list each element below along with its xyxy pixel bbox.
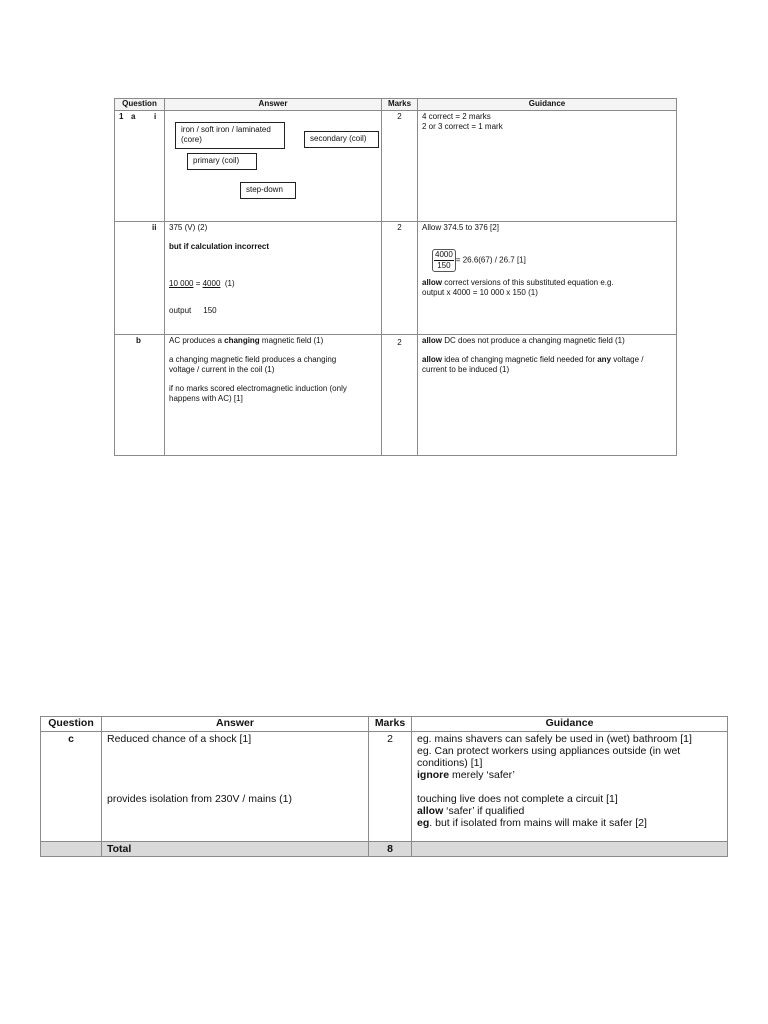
answer-line bbox=[169, 336, 377, 346]
guidance-line bbox=[417, 805, 722, 817]
marks-cell: 2 bbox=[382, 222, 418, 335]
header-row bbox=[41, 717, 728, 732]
header-question: Question bbox=[41, 717, 102, 732]
answer-cell bbox=[165, 222, 382, 335]
answer-line: happens with AC) [1] bbox=[169, 394, 243, 403]
guidance-line: touching live does not complete a circuit [1] bbox=[417, 793, 618, 805]
allow-text: correct versions of this substituted equation e.g. bbox=[442, 278, 614, 287]
bold-text: ignore bbox=[417, 769, 450, 781]
guidance-line: current to be induced (1) bbox=[422, 365, 510, 374]
question-part: b bbox=[136, 336, 141, 345]
question-cell: c bbox=[41, 732, 102, 842]
row-1ai bbox=[115, 111, 677, 222]
guidance-line bbox=[417, 817, 722, 829]
text: merely ‘safer’ bbox=[449, 769, 515, 781]
mark-scheme-table-1 bbox=[114, 98, 677, 456]
row-1b bbox=[115, 335, 677, 456]
guidance-line: 2 or 3 correct = 1 mark bbox=[422, 122, 503, 131]
guidance-cell bbox=[418, 111, 677, 222]
label-box-step-down: step-down bbox=[240, 182, 296, 199]
header-answer: Answer bbox=[102, 717, 369, 732]
guidance-equation bbox=[422, 249, 672, 272]
total-question-cell bbox=[41, 842, 102, 857]
box-core-line2: (core) bbox=[181, 135, 202, 144]
guidance-line: eg. Can protect workers using appliances outside (in wet bbox=[417, 745, 681, 757]
header-question: Question bbox=[115, 99, 165, 111]
header-guidance: Guidance bbox=[412, 717, 728, 732]
bold-text: allow bbox=[422, 355, 443, 364]
answer-equation bbox=[169, 261, 377, 333]
guidance-cell bbox=[418, 222, 677, 335]
marks-cell: 2 bbox=[382, 335, 418, 456]
eq-left-denominator: output bbox=[169, 306, 192, 315]
eq-mark: (1) bbox=[220, 279, 235, 288]
answer-cell bbox=[102, 732, 369, 842]
total-label: Total bbox=[102, 842, 369, 857]
guidance-allow bbox=[422, 278, 672, 288]
marks-cell: 2 bbox=[369, 732, 412, 842]
text: magnetic field (1) bbox=[259, 336, 324, 345]
fraction-numerator: 4000 bbox=[435, 250, 453, 259]
label-box-secondary: secondary (coil) bbox=[304, 131, 379, 148]
bold-text: eg bbox=[417, 817, 430, 829]
fraction-result: = 26.6(67) / 26.7 [1] bbox=[455, 255, 526, 265]
question-subpart: ii bbox=[152, 223, 157, 232]
answer-cell bbox=[165, 111, 382, 222]
guidance-line: eg. mains shavers can safely be used in (wet) bathroom [1] bbox=[417, 733, 692, 745]
allow-keyword: allow bbox=[422, 278, 443, 287]
eq-right-numerator: 4000 bbox=[202, 279, 221, 288]
box-core-line1: iron / soft iron / laminated bbox=[181, 125, 271, 134]
label-box-primary: primary (coil) bbox=[187, 153, 257, 170]
bold-text: allow bbox=[422, 336, 443, 345]
answer-line: provides isolation from 230V / mains (1) bbox=[107, 793, 292, 805]
total-guidance-cell bbox=[412, 842, 728, 857]
answer-line: if no marks scored electromagnetic induction (only bbox=[169, 384, 347, 393]
question-cell bbox=[115, 335, 165, 456]
bold-text: any bbox=[597, 355, 612, 364]
question-part: a bbox=[131, 112, 136, 121]
question-cell bbox=[115, 222, 165, 335]
mark-scheme-table-2 bbox=[40, 716, 728, 857]
guidance-cell bbox=[412, 732, 728, 842]
guidance-cell bbox=[418, 335, 677, 456]
row-c bbox=[41, 732, 728, 842]
text: AC produces a bbox=[169, 336, 225, 345]
guidance-line: conditions) [1] bbox=[417, 757, 483, 769]
header-row bbox=[115, 99, 677, 111]
marks-cell: 2 bbox=[382, 111, 418, 222]
answer-cell bbox=[165, 335, 382, 456]
guidance-line: Allow 374.5 to 376 [2] bbox=[422, 223, 499, 232]
guidance-line: output x 4000 = 10 000 x 150 (1) bbox=[422, 288, 538, 297]
answer-line: 375 (V) (2) bbox=[169, 223, 208, 232]
eq-right-denominator: 150 bbox=[203, 306, 217, 315]
bold-text: allow bbox=[417, 805, 444, 817]
answer-line: Reduced chance of a shock [1] bbox=[107, 733, 252, 745]
text: idea of changing magnetic field needed for bbox=[442, 355, 598, 364]
bold-text: changing bbox=[224, 336, 260, 345]
header-answer: Answer bbox=[165, 99, 382, 111]
label-box-core bbox=[175, 122, 285, 149]
text: . but if isolated from mains will make it safer [2] bbox=[429, 817, 647, 829]
header-marks: Marks bbox=[369, 717, 412, 732]
fraction-bracket bbox=[432, 249, 456, 272]
guidance-line bbox=[422, 355, 672, 365]
answer-line: a changing magnetic field produces a changing bbox=[169, 355, 337, 364]
question-number: 1 bbox=[119, 112, 124, 121]
text: ‘safer’ if qualified bbox=[443, 805, 525, 817]
fraction-denominator: 150 bbox=[437, 261, 451, 270]
row-1aii bbox=[115, 222, 677, 335]
guidance-line bbox=[417, 769, 722, 781]
eq-equals: = bbox=[193, 279, 203, 288]
question-subpart: i bbox=[154, 112, 157, 121]
answer-line: voltage / current in the coil (1) bbox=[169, 365, 275, 374]
total-row bbox=[41, 842, 728, 857]
header-guidance: Guidance bbox=[418, 99, 677, 111]
fraction bbox=[434, 250, 454, 271]
question-cell bbox=[115, 111, 165, 222]
guidance-line: 4 correct = 2 marks bbox=[422, 112, 491, 121]
text: DC does not produce a changing magnetic field (1) bbox=[442, 336, 625, 345]
text: voltage / bbox=[611, 355, 644, 364]
guidance-line bbox=[422, 336, 672, 346]
answer-condition: but if calculation incorrect bbox=[169, 242, 270, 251]
header-marks: Marks bbox=[382, 99, 418, 111]
eq-left-numerator: 10 000 bbox=[169, 279, 194, 288]
total-marks: 8 bbox=[369, 842, 412, 857]
